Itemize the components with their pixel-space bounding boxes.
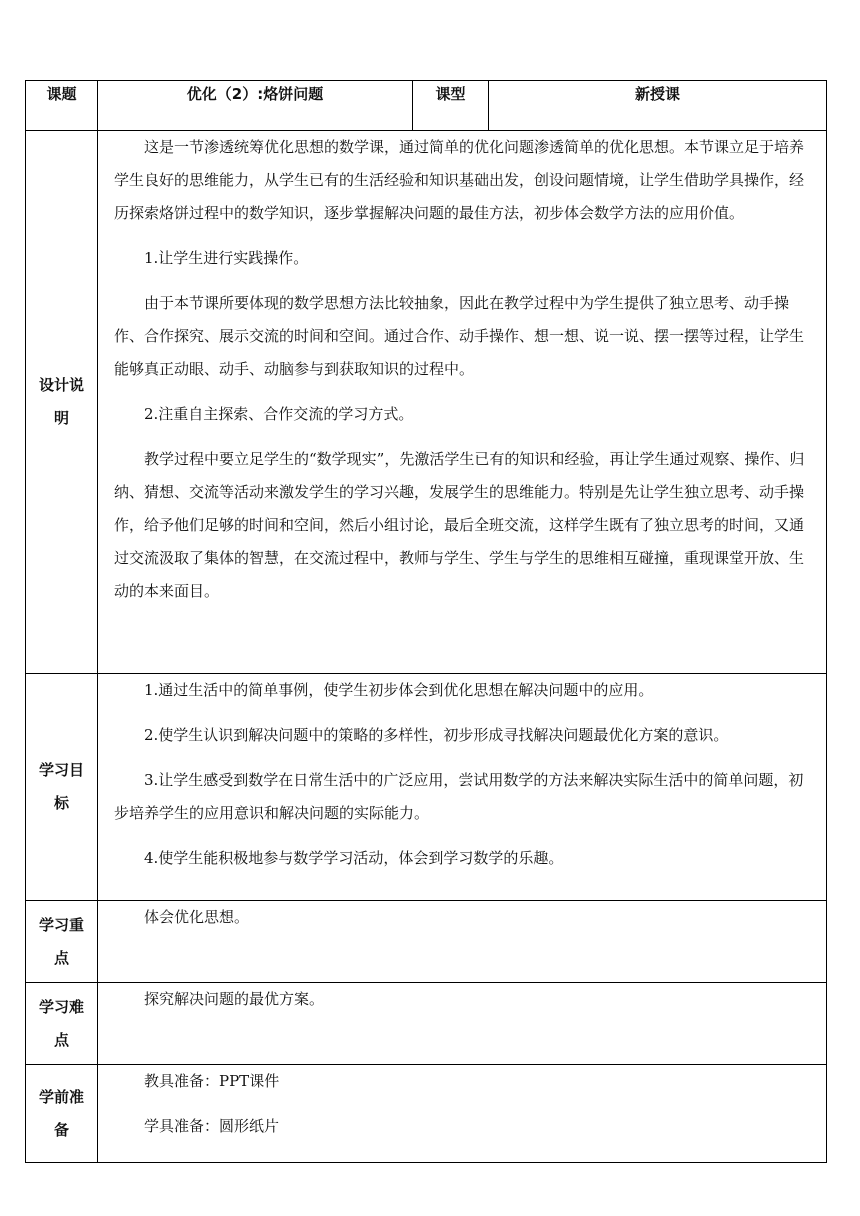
preparation-label-text: 学前准备 [38, 1087, 84, 1139]
design-label-text: 设计说明 [38, 376, 84, 427]
key-point-label-text: 学习重点 [38, 915, 84, 967]
design-point1-text: 由于本节课所要体现的数学思想方法比较抽象，因此在教学过程中为学生提供了独立思考、动手操作、合作探究、展示交流的时间和空间。通过合作、动手操作、想一想、说一说、摆一摆等过程，让学生能够真正动眼、动手、动脑参与到获取知识的过程中。 [114, 294, 805, 378]
key-point-row [26, 901, 827, 983]
preparation-row [26, 1065, 827, 1163]
difficulty-label-text: 学习难点 [38, 997, 84, 1049]
type-label: 课型 [413, 81, 489, 131]
goal-item: 1.通过生活中的简单事例，使学生初步体会到优化思想在解决问题中的应用。 [144, 681, 654, 699]
goals-row [26, 674, 827, 901]
design-point2-title: 2.注重自主探索、合作交流的学习方式。 [144, 405, 414, 423]
design-point1-title: 1.让学生进行实践操作。 [144, 249, 309, 267]
goals-label [26, 674, 98, 901]
student-prep: 学具准备：圆形纸片 [144, 1117, 280, 1135]
difficulty-content [98, 983, 827, 1065]
course-title: 优化（2）:烙饼问题 [98, 81, 413, 131]
lesson-plan-table [25, 80, 827, 1163]
goal-item: 3.让学生感受到数学在日常生活中的广泛应用，尝试用数学的方法来解决实际生活中的简单问题，初步培养学生的应用意识和解决问题的实际能力。 [114, 771, 804, 822]
difficulty-row [26, 983, 827, 1065]
design-content [98, 131, 827, 674]
course-label: 课题 [26, 81, 98, 131]
preparation-label [26, 1065, 98, 1163]
goals-content [98, 674, 827, 901]
key-point-label [26, 901, 98, 983]
difficulty-label [26, 983, 98, 1065]
preparation-content [98, 1065, 827, 1163]
key-point-content [98, 901, 827, 983]
teacher-prep: 教具准备：PPT课件 [144, 1072, 280, 1090]
design-label [26, 131, 98, 674]
goal-item: 2.使学生认识到解决问题中的策略的多样性，初步形成寻找解决问题最优化方案的意识。 [144, 726, 729, 744]
course-type: 新授课 [489, 81, 827, 131]
header-row [26, 81, 827, 131]
difficulty-text: 探究解决问题的最优方案。 [144, 990, 325, 1008]
key-point-text: 体会优化思想。 [144, 908, 250, 926]
design-row [26, 131, 827, 674]
design-intro: 这是一节渗透统筹优化思想的数学课，通过简单的优化问题渗透简单的优化思想。本节课立足于培养学生良好的思维能力，从学生已有的生活经验和知识基础出发，创设问题情境，让学生借助学具操作，经历探索烙饼过程中的数学知识，逐步掌握解决问题的最佳方法，初步体会数学方法的应用价值。 [114, 138, 805, 222]
design-point2-text: 教学过程中要立足学生的“数学现实”，先激活学生已有的知识和经验，再让学生通过观察、操作、归纳、猜想、交流等活动来激发学生的学习兴趣，发展学生的思维能力。特别是先让学生独立思考、动手操作，给予他们足够的时间和空间，然后小组讨论，最后全班交流，这样学生既有了独立思考的时间，又通过交流汲取了集体的智慧，在交流过程中，教师与学生、学生与学生的思维相互碰撞，重现课堂开放、生动的本来面目。 [114, 450, 805, 600]
goal-item: 4.使学生能积极地参与数学学习活动，体会到学习数学的乐趣。 [144, 849, 564, 867]
goals-label-text: 学习目标 [38, 761, 84, 812]
